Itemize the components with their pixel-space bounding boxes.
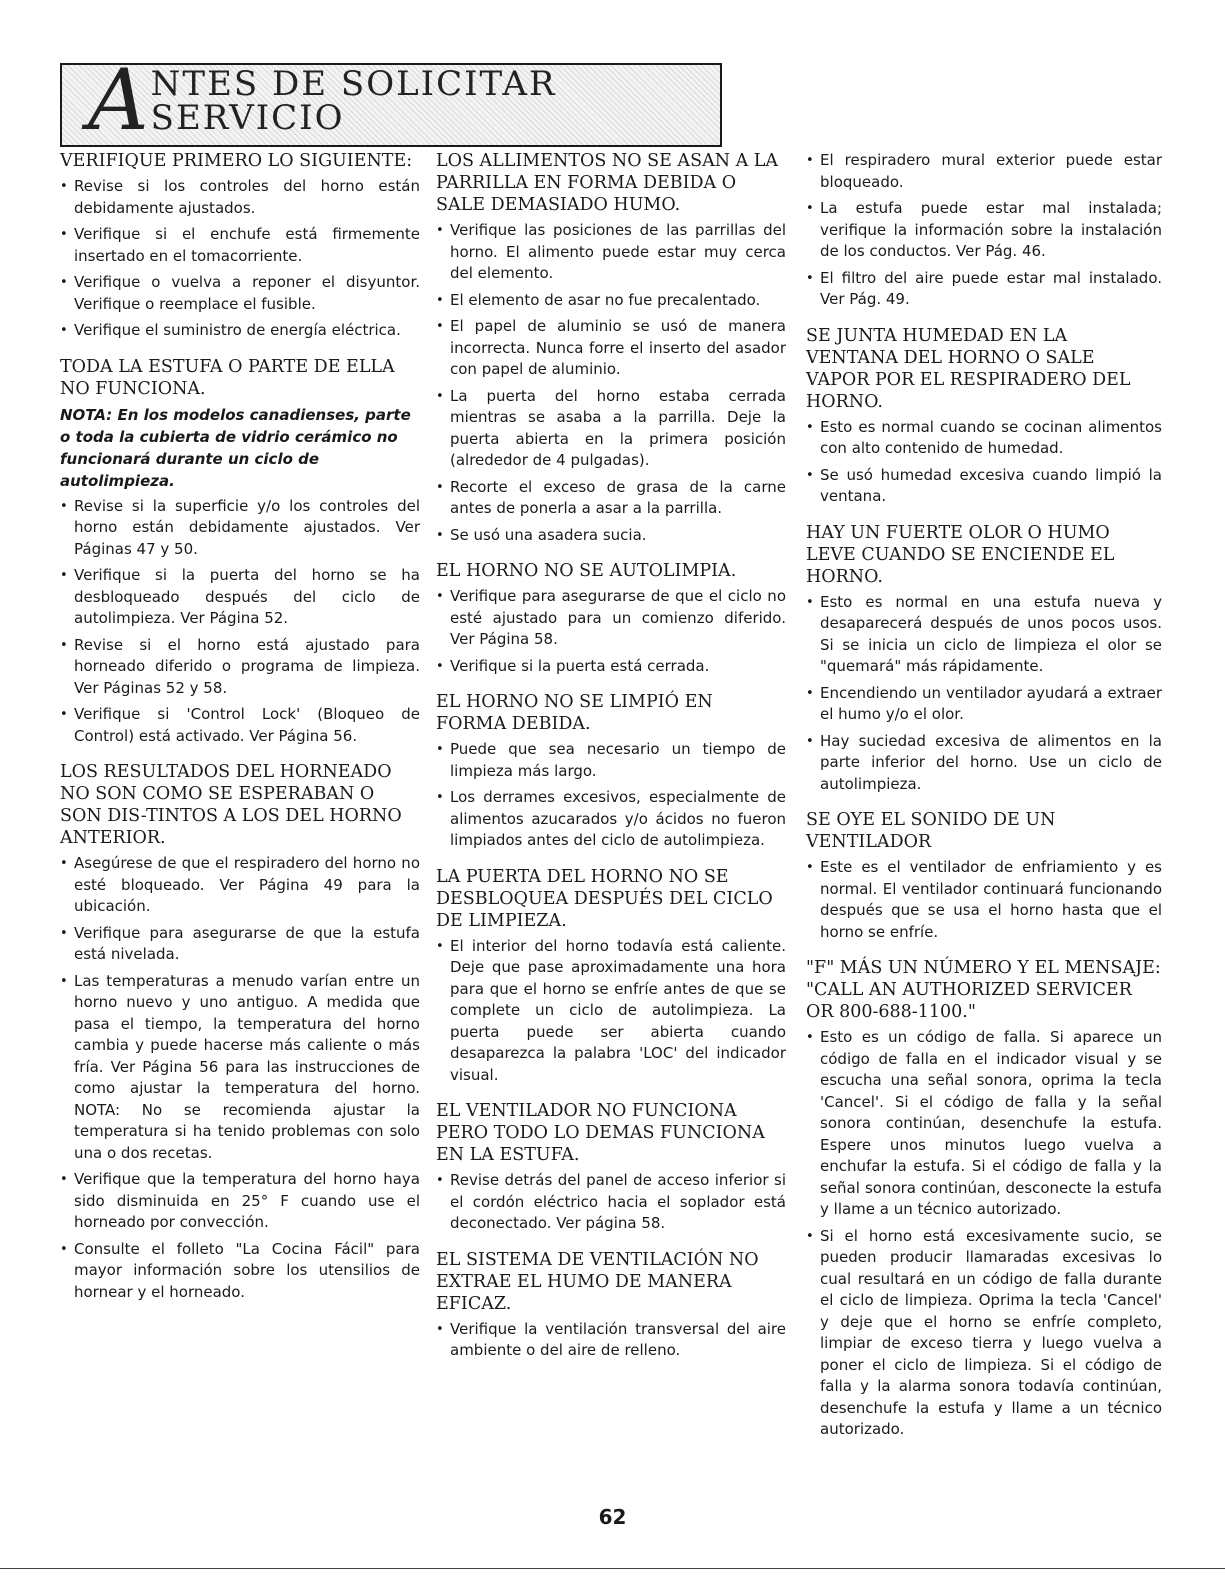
bullet-item: • El interior del horno todavía está caliente. Deje que pase aproximadamente una hora para que el horno se enfríe antes de que se complete un ciclo de autolimpieza. La puerta puede ser abierta cuando desaparezca la palabra 'LOC' del indicador visual. <box>436 936 786 1087</box>
section-heading: HAY UN FUERTE OLOR O HUMO LEVE CUANDO SE ENCIENDE EL HORNO. <box>806 522 1115 587</box>
trouble-section <box>806 150 1162 311</box>
page-number: 62 <box>598 1505 627 1529</box>
bullet-item: • Verifique para asegurarse de que el ciclo no esté ajustado para un comienzo diferido. Ver Página 58. <box>436 586 786 651</box>
bullet-list <box>806 150 1162 311</box>
bullet-item: • Verifique o vuelva a reponer el disyuntor. Verifique o reemplace el fusible. <box>60 272 420 315</box>
bullet-item: • Esto es un código de falla. Si aparece un código de falla en el indicador visual y se escucha una señal sonora, oprima la tecla 'Cancel'. Si el código de falla y la señal sonora continúan, desenchufe la estufa. Espere unos minutos luego vuelva a enchufar la estufa. Si el código de falla y la señal sonora continúan, desconecte la estufa y llame a un técnico autorizado. <box>806 1027 1162 1221</box>
trouble-section <box>60 356 420 748</box>
trouble-section <box>436 560 786 677</box>
section-heading: EL HORNO NO SE AUTOLIMPIA. <box>436 561 737 581</box>
trouble-section <box>806 809 1162 943</box>
page-title-banner <box>60 51 722 150</box>
bullet-item: • Verifique si la puerta está cerrada. <box>436 656 786 678</box>
bullet-item: • Verifique el suministro de energía eléctrica. <box>60 320 420 342</box>
bullet-item: • Encendiendo un ventilador ayudará a extraer el humo y/o el olor. <box>806 683 1162 726</box>
bullet-list <box>436 739 786 852</box>
section-heading: TODA LA ESTUFA O PARTE DE ELLA NO FUNCIONA. <box>60 356 395 399</box>
bullet-item: • La puerta del horno estaba cerrada mientras se asaba a la parrilla. Deje la puerta abierta en la primera posición (alrededor de 4 pulgadas). <box>436 386 786 472</box>
bullet-item: • Verifique la ventilación transversal del aire ambiente o del aire de relleno. <box>436 1319 786 1362</box>
bullet-item: • La estufa puede estar mal instalada; verifique la información sobre la instalación de los conductos. Ver Pág. 46. <box>806 198 1162 263</box>
bullet-list <box>806 417 1162 508</box>
trouble-section <box>436 150 786 546</box>
bullet-item: • Verifique las posiciones de las parrillas del horno. El alimento puede estar muy cerca del elemento. <box>436 220 786 285</box>
column-2 <box>436 150 786 1376</box>
bullet-item: • El papel de aluminio se usó de manera incorrecta. Nunca forre el inserto del asador con papel de aluminio. <box>436 316 786 381</box>
column-1 <box>60 150 420 1317</box>
bullet-item: • Verifique que la temperatura del horno haya sido disminuida en 25° F cuando use el horneado por convección. <box>60 1169 420 1234</box>
column-3 <box>806 150 1162 1455</box>
bullet-item: • Revise si el horno está ajustado para horneado diferido o programa de limpieza. Ver Páginas 52 y 58. <box>60 635 420 700</box>
trouble-section <box>436 1100 786 1235</box>
section-heading: "F" MÁS UN NÚMERO Y EL MENSAJE: "CALL AN AUTHORIZED SERVICER OR 800-688-1100." <box>806 958 1161 1022</box>
bullet-item: • Puede que sea necesario un tiempo de limpieza más largo. <box>436 739 786 782</box>
bullet-list <box>60 496 420 748</box>
section-note: NOTA: En los modelos canadienses, parte o toda la cubierta de vidrio cerámico no funcionará durante un ciclo de autolimpieza. <box>60 405 411 490</box>
section-heading: SE JUNTA HUMEDAD EN LA VENTANA DEL HORNO O SALE VAPOR POR EL RESPIRADERO DEL HORNO. <box>806 325 1131 412</box>
bullet-item: • Asegúrese de que el respiradero del horno no esté bloqueado. Ver Página 49 para la ubicación. <box>60 853 420 918</box>
bullet-item: • El filtro del aire puede estar mal instalado. Ver Pág. 49. <box>806 268 1162 311</box>
trouble-section <box>806 957 1162 1441</box>
section-heading: EL HORNO NO SE LIMPIÓ EN FORMA DEBIDA. <box>436 692 713 734</box>
section-heading: SE OYE EL SONIDO DE UN VENTILADOR <box>806 810 1056 852</box>
bullet-item: • Esto es normal cuando se cocinan alimentos con alto contenido de humedad. <box>806 417 1162 460</box>
section-heading: LA PUERTA DEL HORNO NO SE DESBLOQUEA DESPUÉS DEL CICLO DE LIMPIEZA. <box>436 866 773 931</box>
bullet-item: • Si el horno está excesivamente sucio, se pueden producir llamaradas excesivas lo cual resultará en un código de falla durante el ciclo de limpieza. Oprima la tecla 'Cancel' y deje que el horno se enfríe completo, limpiar de exceso tierra y luego vuelva a poner el ciclo de limpieza. Si el código de falla y la alarma sonora todavía continúan, desenchufe la estufa y llame a un técnico autorizado. <box>806 1226 1162 1441</box>
bullet-item: • El respiradero mural exterior puede estar bloqueado. <box>806 150 1162 193</box>
bullet-list <box>436 1170 786 1235</box>
page-title <box>88 51 712 150</box>
bullet-list <box>60 176 420 342</box>
bullet-item: • Verifique para asegurarse de que la estufa está nivelada. <box>60 923 420 966</box>
bullet-item: • Esto es normal en una estufa nueva y desaparecerá después de unos pocos usos. Si se inicia un ciclo de limpieza el olor se "quemará" más rápidamente. <box>806 592 1162 678</box>
bullet-item: • Consulte el folleto "La Cocina Fácil" para mayor información sobre los utensilios de hornear y el horneado. <box>60 1239 420 1304</box>
section-heading: VERIFIQUE PRIMERO LO SIGUIENTE: <box>60 151 413 171</box>
section-heading: LOS RESULTADOS DEL HORNEADO NO SON COMO SE ESPERABAN O SON DIS-TINTOS A LOS DEL HORNO ANTERIOR. <box>60 762 402 848</box>
bullet-list <box>806 857 1162 943</box>
section-heading: EL SISTEMA DE VENTILACIÓN NO EXTRAE EL HUMO DE MANERA EFICAZ. <box>436 1249 759 1314</box>
section-heading: EL VENTILADOR NO FUNCIONA PERO TODO LO DEMAS FUNCIONA EN LA ESTUFA. <box>436 1101 765 1165</box>
trouble-section <box>436 866 786 1087</box>
bullet-item: • Verifique si 'Control Lock' (Bloqueo de Control) está activado. Ver Página 56. <box>60 704 420 747</box>
bullet-item: • Verifique si el enchufe está firmemente insertado en el tomacorriente. <box>60 224 420 267</box>
bullet-item: • Este es el ventilador de enfriamiento y es normal. El ventilador continuará funcionando después que se usa el horno hasta que el horno se enfríe. <box>806 857 1162 943</box>
bullet-item: • Se usó humedad excesiva cuando limpió la ventana. <box>806 465 1162 508</box>
bullet-item: • Se usó una asadera sucia. <box>436 525 786 547</box>
title-text: NTES DE SOLICITAR SERVICIO <box>150 64 557 138</box>
bullet-item: • Revise si los controles del horno están debidamente ajustados. <box>60 176 420 219</box>
bullet-list <box>436 936 786 1087</box>
bottom-rule <box>0 1568 1225 1569</box>
bullet-list <box>806 1027 1162 1441</box>
bullet-list <box>806 592 1162 796</box>
trouble-section <box>436 1249 786 1362</box>
trouble-section <box>436 691 786 852</box>
trouble-section <box>60 761 420 1303</box>
bullet-item: • Verifique si la puerta del horno se ha desbloqueado después del ciclo de autolimpieza. Ver Página 52. <box>60 565 420 630</box>
bullet-item: • Revise si la superficie y/o los controles del horno están debidamente ajustados. Ver Páginas 47 y 50. <box>60 496 420 561</box>
trouble-section <box>806 325 1162 508</box>
section-heading: LOS ALLIMENTOS NO SE ASAN A LA PARRILLA EN FORMA DEBIDA O SALE DEMASIADO HUMO. <box>436 151 779 215</box>
bullet-item: • Hay suciedad excesiva de alimentos en la parte inferior del horno. Use un ciclo de autolimpieza. <box>806 731 1162 796</box>
bullet-item: • El elemento de asar no fue precalentado. <box>436 290 786 312</box>
bullet-list <box>436 586 786 677</box>
bullet-list <box>436 1319 786 1362</box>
bullet-item: • Recorte el exceso de grasa de la carne antes de ponerla a asar a la parrilla. <box>436 477 786 520</box>
bullet-item: • Los derrames excesivos, especialmente de alimentos azucarados y/o ácidos no fueron limpiados antes del ciclo de autolimpieza. <box>436 787 786 852</box>
bullet-item: • Revise detrás del panel de acceso inferior si el cordón eléctrico hacia el soplador está deconectado. Ver página 58. <box>436 1170 786 1235</box>
trouble-section <box>60 150 420 342</box>
bullet-list <box>60 853 420 1303</box>
bullet-item: • Las temperaturas a menudo varían entre un horno nuevo y uno antiguo. A medida que pasa el tiempo, la temperatura del horno cambia y puede hacerse más caliente o más fría. Ver Página 56 para las instrucciones de como ajustar la temperatura del horno. NOTA: No se recomienda ajustar la temperatura si ha tenido problemas con solo una o dos recetas. <box>60 971 420 1165</box>
title-initial: A <box>88 51 149 150</box>
trouble-section <box>806 522 1162 796</box>
bullet-list <box>436 220 786 546</box>
